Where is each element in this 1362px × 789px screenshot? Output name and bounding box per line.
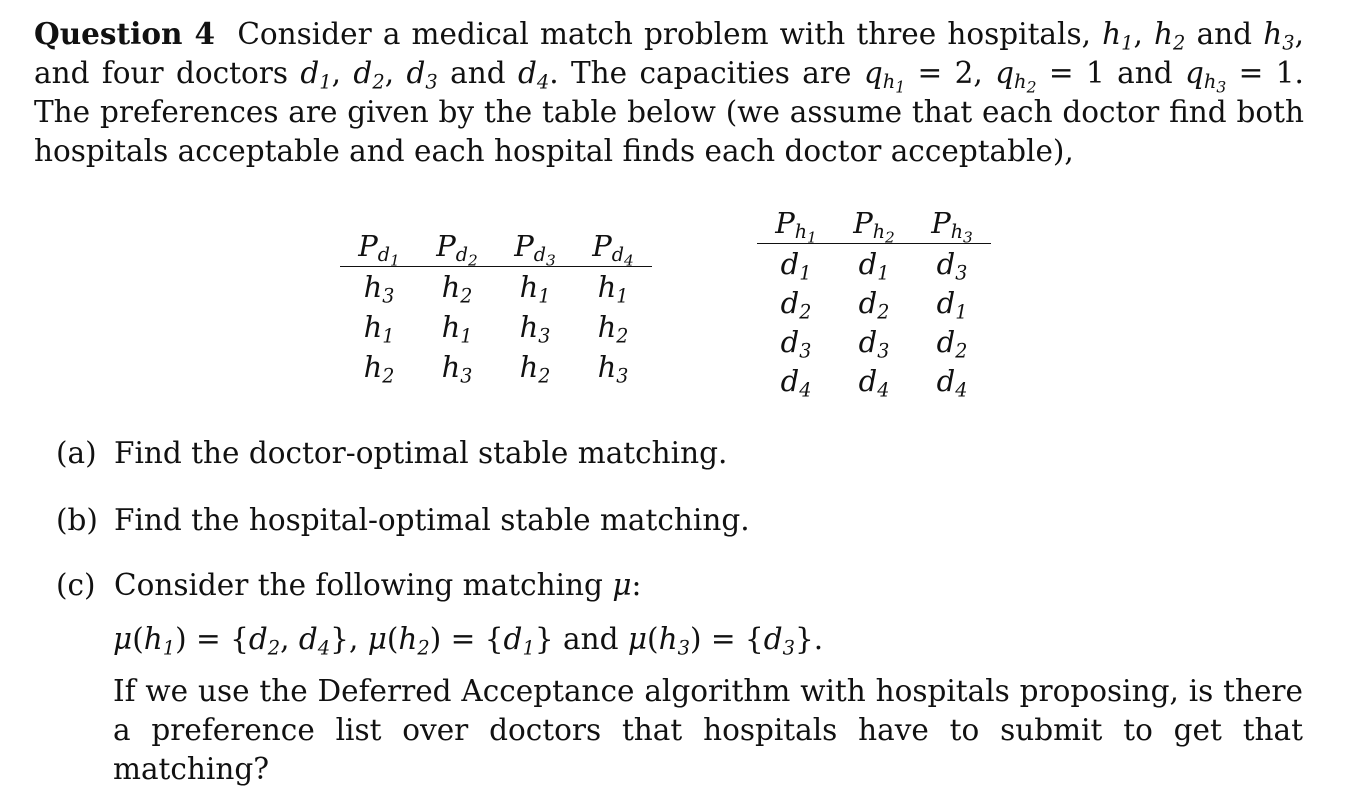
table-cell: $d_2$ [936, 324, 968, 362]
table-cell: $d_2$ [858, 285, 890, 323]
table-cell: $h_3$ [597, 350, 629, 388]
intro-text-2: and four doctors [34, 56, 289, 90]
column-header-d4: $P_{d_4}$ [574, 226, 652, 267]
table-row [757, 361, 991, 400]
table-cell: $h_3$ [519, 310, 551, 348]
capacity-h3: 1 [1275, 56, 1295, 90]
table-cell: $h_2$ [519, 350, 551, 388]
table-row [757, 322, 991, 361]
part-text: Find the hospital-optimal stable matching. [114, 503, 750, 537]
table-cell: $h_2$ [441, 270, 473, 308]
table-cell: $h_2$ [363, 350, 395, 388]
table-row [340, 267, 652, 308]
matching-definition: $\mu(h_1) = \{d_2$, $d_4$}, $\mu(h_2) = \{d_1\}$ and $\mu(h_3) = \{d_3\}$. [113, 622, 824, 660]
intro-text-1: Consider a medical match problem with three hospitals, [237, 17, 1091, 51]
table-cell: $d_1$ [858, 246, 890, 284]
part-text: Find the doctor-optimal stable matching. [114, 436, 728, 470]
table-cell: $h_1$ [519, 270, 551, 308]
part-label: (a) [56, 436, 97, 470]
part-label: (c) [56, 568, 96, 602]
table-cell: $d_3$ [858, 324, 890, 362]
part-b [56, 501, 750, 540]
doctor-preference-table [340, 226, 652, 387]
question-intro: Question 4 Consider a medical match problem with three hospitals, $h_1$, $h_2$ and $h_3$, and four doctors $d_1$, $d_2$, $d_3$ and $d_4$. The capacities are $q_{h_1} = 2$, $q_{h_2} = 1$ and $q_{h_3} = 1$. The preferences are given by the table below (we assume that each doctor find both hospitals acceptable and each hospital finds each doctor acceptable), [34, 16, 1304, 168]
part-c: (c) Consider the following matching μ: [56, 566, 641, 605]
intro-text-3: The capacities are [571, 56, 852, 90]
column-header-d2: $P_{d_2}$ [418, 226, 496, 267]
intro-text-4: The preferences are given by the table below (we assume that each doctor find both hospitals acceptable and each hospital finds each doctor acceptable), [34, 95, 1304, 168]
capacity-h2: 1 [1085, 56, 1105, 90]
capacity-h1: 2 [954, 56, 974, 90]
table-cell: $h_3$ [441, 350, 473, 388]
column-header-h1: $P_{h_1}$ [757, 203, 835, 244]
table-cell: $h_2$ [597, 310, 629, 348]
table-cell: $d_3$ [780, 324, 812, 362]
table-header-row [757, 203, 991, 244]
table-cell: $h_1$ [363, 310, 395, 348]
table-row [757, 283, 991, 322]
question-number: Question 4 [34, 16, 216, 51]
part-a [56, 434, 727, 473]
table-cell: $d_3$ [936, 246, 968, 284]
column-header-h2: $P_{h_2}$ [835, 203, 913, 244]
table-cell: $h_1$ [441, 310, 473, 348]
column-header-d1: $P_{d_1}$ [340, 226, 418, 267]
table-cell: $d_1$ [936, 285, 968, 323]
table-cell: $h_3$ [363, 270, 395, 308]
column-header-h3: $P_{h_3}$ [913, 203, 991, 244]
table-cell: $d_2$ [780, 285, 812, 323]
part-c-question: If we use the Deferred Acceptance algorithm with hospitals proposing, is there a preference list over doctors that hospitals have to submit to get that matching? [113, 674, 1303, 786]
column-header-d3: $P_{d_3}$ [496, 226, 574, 267]
table-row [340, 307, 652, 347]
part-label: (b) [56, 503, 98, 537]
table-row [340, 347, 652, 387]
table-row [757, 244, 991, 284]
table-header-row [340, 226, 652, 267]
table-cell: $h_1$ [597, 270, 629, 308]
part-text: Consider the following matching [114, 568, 603, 602]
table-cell: $d_4$ [780, 363, 812, 401]
table-cell: $d_4$ [936, 363, 968, 401]
hospital-preference-table [757, 203, 991, 400]
table-cell: $d_1$ [780, 246, 812, 284]
table-cell: $d_4$ [858, 363, 890, 401]
